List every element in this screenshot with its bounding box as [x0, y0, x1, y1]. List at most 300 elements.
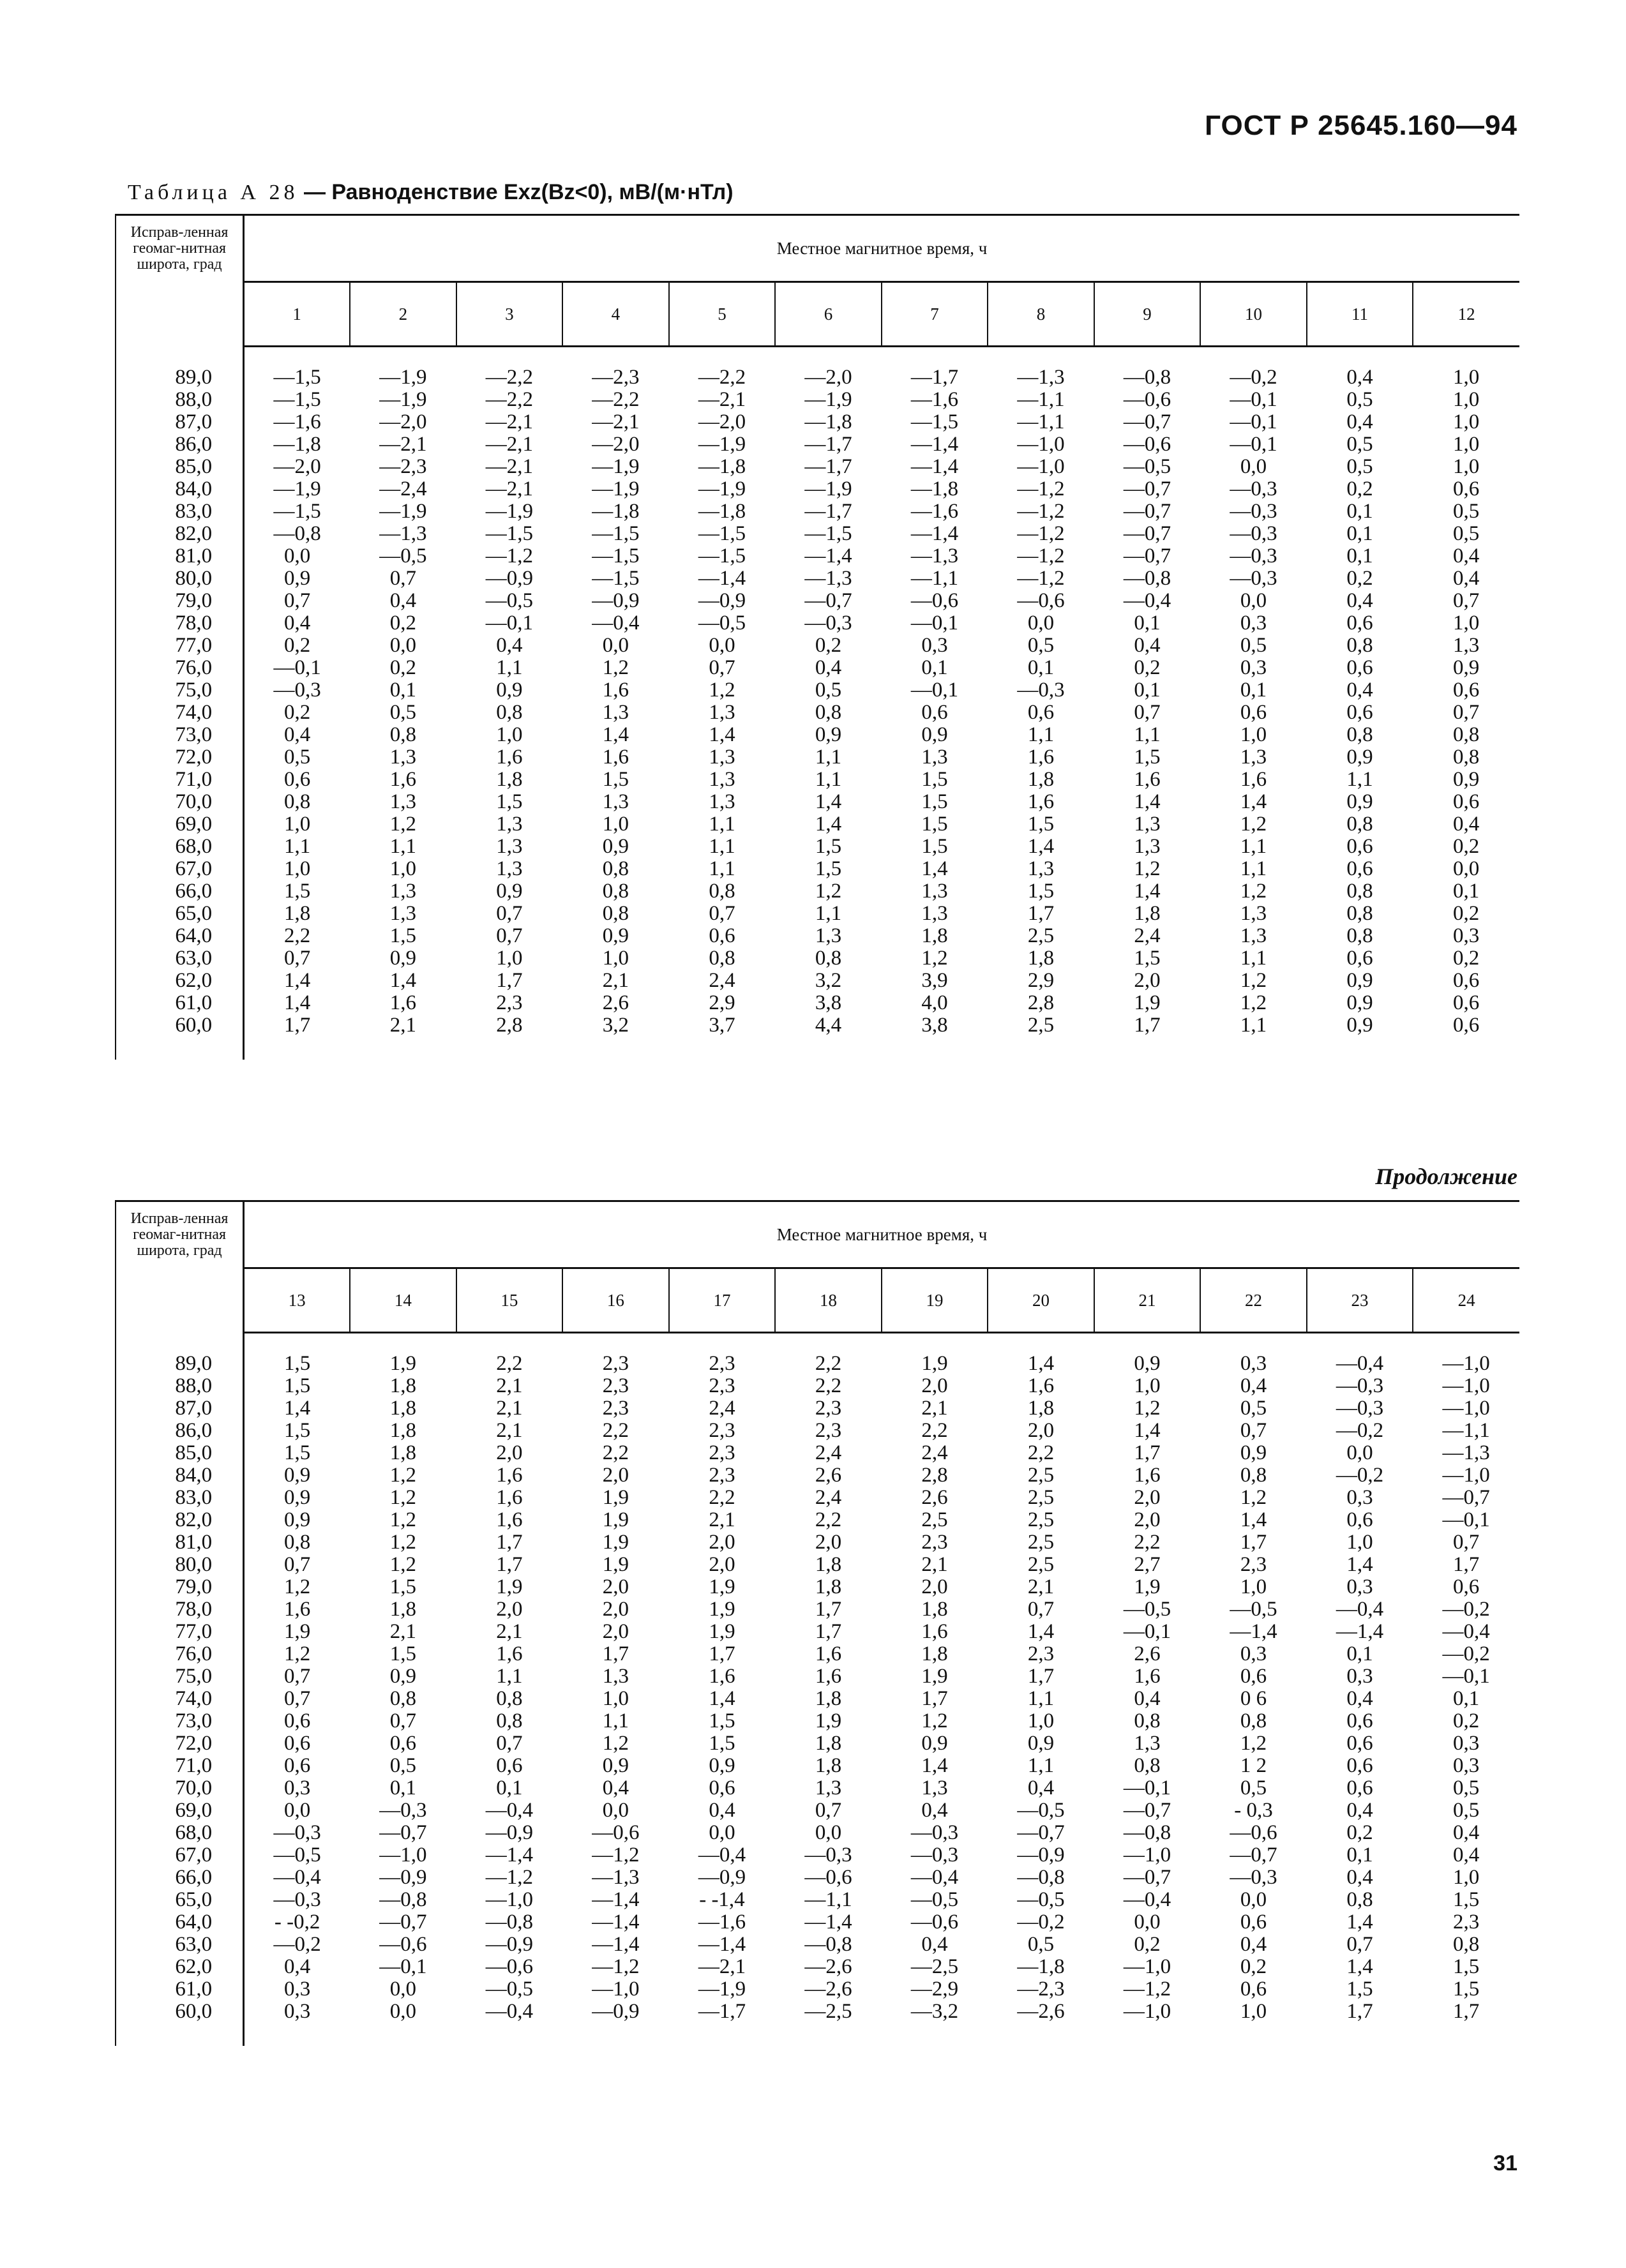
value-cell: 0,1 [921, 656, 948, 679]
value-cell: —2,4 [379, 477, 427, 500]
value-cell: 0,8 [1453, 746, 1480, 769]
value-cell: 1,4 [921, 857, 948, 880]
value-cell: 0,8 [1346, 634, 1373, 657]
value-cell: —1,0 [1442, 1352, 1490, 1375]
value-cell: 0,6 [1240, 1911, 1267, 1934]
value-cell: —1,9 [698, 1978, 746, 2001]
table-row [116, 612, 1519, 635]
value-cell: —1,0 [1442, 1374, 1490, 1397]
hour-header: 17 [669, 1268, 776, 1333]
value-cell: 0,0 [709, 634, 735, 657]
value-cell: —1,4 [485, 1844, 534, 1866]
value-cell: —1,2 [1123, 1978, 1171, 2001]
latitude-cell: 68,0 [116, 1822, 244, 1844]
table-row [116, 1598, 1519, 1621]
value-cell: —2,9 [910, 1978, 959, 2001]
latitude-cell: 88,0 [116, 1375, 244, 1397]
value-cell: 1,6 [1134, 1464, 1161, 1487]
value-cell: —0,7 [1123, 500, 1171, 523]
latitude-cell: 89,0 [116, 366, 244, 389]
value-cell: 0,7 [1453, 589, 1480, 612]
value-cell: 1,1 [1027, 1754, 1055, 1777]
value-cell: 1,9 [815, 1709, 842, 1732]
value-cell: —0,5 [485, 589, 534, 612]
value-cell: 0,3 [1240, 612, 1267, 635]
value-cell: 0,8 [1240, 1464, 1267, 1487]
value-cell: 1,9 [602, 1486, 629, 1509]
value-cell: 1,9 [602, 1553, 629, 1576]
value-cell: 1,9 [709, 1598, 735, 1621]
value-cell: 1,4 [1027, 835, 1055, 858]
value-cell: 2,2 [709, 1486, 735, 1509]
value-cell: —0,3 [1336, 1374, 1384, 1397]
latitude-cell: 66,0 [116, 880, 244, 903]
table-row [116, 2001, 1519, 2023]
value-cell: 2,3 [1240, 1553, 1267, 1576]
value-cell: —0,2 [1442, 1642, 1490, 1665]
value-cell: 1,4 [602, 723, 629, 746]
value-cell: 0,4 [1453, 544, 1480, 567]
value-cell: 3,8 [921, 1014, 948, 1037]
value-cell: —1,9 [379, 366, 427, 389]
value-cell: 2,9 [709, 991, 735, 1014]
value-cell: 0,9 [496, 679, 523, 702]
latitude-cell: 60,0 [116, 2001, 244, 2023]
table-row [116, 836, 1519, 858]
value-cell: —1,7 [804, 455, 852, 478]
value-cell: 2,3 [1027, 1642, 1055, 1665]
value-cell: —0,5 [1123, 1598, 1171, 1621]
value-cell: —1,6 [273, 410, 321, 433]
table-row [116, 769, 1519, 791]
latitude-cell: 78,0 [116, 612, 244, 635]
value-cell: 0,8 [1346, 902, 1373, 925]
value-cell: 1,5 [284, 1374, 311, 1397]
value-cell: —1,5 [273, 500, 321, 523]
value-cell: 1,6 [496, 1486, 523, 1509]
value-cell: 1,9 [1134, 1575, 1161, 1598]
value-cell: —2,6 [804, 1955, 852, 1978]
value-cell: 0,6 [1453, 790, 1480, 813]
value-cell: —0,1 [1123, 1620, 1171, 1643]
value-cell: 0,6 [1346, 656, 1373, 679]
value-cell: 1,6 [284, 1598, 311, 1621]
value-cell: 1,0 [1240, 723, 1267, 746]
value-cell: —0,6 [910, 1911, 959, 1934]
table-row [116, 1531, 1519, 1554]
table-row [116, 1420, 1519, 1442]
hour-header: 14 [350, 1268, 456, 1333]
value-cell: 0,4 [1346, 589, 1373, 612]
value-cell: —1,5 [698, 544, 746, 567]
value-cell: 0,8 [496, 1687, 523, 1710]
value-cell: —0,1 [1442, 1665, 1490, 1688]
value-cell: —1,5 [698, 522, 746, 545]
value-cell: 2,1 [389, 1620, 417, 1643]
value-cell: 1,2 [602, 1732, 629, 1755]
value-cell: 0,7 [496, 924, 523, 947]
value-cell: 0,5 [1027, 1933, 1055, 1956]
value-cell: 0,9 [709, 1754, 735, 1777]
value-cell: 0,8 [1134, 1709, 1161, 1732]
value-cell: 2,0 [496, 1441, 523, 1464]
value-cell: —1,0 [1123, 1844, 1171, 1866]
value-cell: 0,5 [1240, 1397, 1267, 1420]
value-cell: 1,7 [496, 1531, 523, 1554]
value-cell: —1,2 [1017, 544, 1065, 567]
value-cell: 1,6 [1027, 1374, 1055, 1397]
value-cell: 2,4 [709, 969, 735, 992]
value-cell: 0,6 [1453, 991, 1480, 1014]
value-cell: —1,5 [592, 522, 640, 545]
value-cell: 1,9 [602, 1508, 629, 1531]
value-cell: 2,3 [815, 1397, 842, 1420]
value-cell: 0,4 [1346, 366, 1373, 389]
spacer-row [116, 1037, 1519, 1060]
value-cell: —0,6 [485, 1955, 534, 1978]
value-cell: 0,6 [1346, 701, 1373, 724]
value-cell: 2,0 [1134, 969, 1161, 992]
value-cell: —0,9 [485, 567, 534, 590]
value-cell: —0,8 [485, 1911, 534, 1934]
latitude-cell: 77,0 [116, 1621, 244, 1643]
value-cell: 1,1 [284, 835, 311, 858]
value-cell: 0,8 [1134, 1754, 1161, 1777]
value-cell: —1,8 [698, 455, 746, 478]
value-cell: 1,3 [815, 924, 842, 947]
value-cell: 1,8 [921, 1642, 948, 1665]
value-cell: 0,8 [389, 1687, 417, 1710]
value-cell: —1,0 [592, 1978, 640, 2001]
value-cell: 1,1 [496, 1665, 523, 1688]
value-cell: 1,6 [709, 1665, 735, 1688]
value-cell: —1,5 [910, 410, 959, 433]
value-cell: —1,1 [804, 1888, 852, 1911]
value-cell: 1,1 [815, 768, 842, 791]
value-cell: 1,3 [709, 768, 735, 791]
latitude-cell: 82,0 [116, 523, 244, 545]
latitude-cell: 71,0 [116, 1755, 244, 1777]
header-row-hours [116, 1268, 1519, 1333]
value-cell: 0,0 [1134, 1911, 1161, 1934]
value-cell: 2,2 [496, 1352, 523, 1375]
value-cell: —1,4 [910, 433, 959, 456]
value-cell: 2,0 [1134, 1486, 1161, 1509]
value-cell: 0,7 [1027, 1598, 1055, 1621]
value-cell: 1,4 [1346, 1955, 1373, 1978]
table-row [116, 366, 1519, 389]
value-cell: 0,2 [1346, 567, 1373, 590]
latitude-cell: 83,0 [116, 500, 244, 523]
table-row [116, 1777, 1519, 1799]
value-cell: 0,8 [1346, 880, 1373, 903]
value-cell: —0,3 [273, 1888, 321, 1911]
value-cell: —0,7 [1017, 1821, 1065, 1844]
value-cell: 0,8 [1346, 1888, 1373, 1911]
value-cell: 0,8 [815, 701, 842, 724]
value-cell: 1,8 [1027, 947, 1055, 970]
header-row-group [116, 215, 1519, 282]
value-cell: 1,0 [1453, 1866, 1480, 1889]
value-cell: —0,5 [910, 1888, 959, 1911]
value-cell: 1,2 [1240, 991, 1267, 1014]
value-cell: 0,9 [602, 835, 629, 858]
hour-header: 8 [988, 282, 1094, 347]
value-cell: —0,6 [804, 1866, 852, 1889]
value-cell: 0,8 [602, 857, 629, 880]
table-row [116, 791, 1519, 813]
value-cell: 1,6 [1134, 1665, 1161, 1688]
table-row [116, 433, 1519, 456]
value-cell: —2,1 [592, 410, 640, 433]
value-cell: —1,8 [592, 500, 640, 523]
hour-header: 13 [244, 1268, 350, 1333]
value-cell: 0,1 [1027, 656, 1055, 679]
value-cell: 1,3 [709, 790, 735, 813]
value-cell: 0,7 [709, 656, 735, 679]
value-cell: —0,3 [910, 1844, 959, 1866]
value-cell: —1,3 [910, 544, 959, 567]
hour-header: 2 [350, 282, 456, 347]
latitude-cell: 79,0 [116, 1576, 244, 1598]
value-cell: 0,8 [1346, 924, 1373, 947]
table-row [116, 702, 1519, 724]
value-cell: 1,3 [921, 1776, 948, 1799]
value-cell: 1,2 [389, 1486, 417, 1509]
table-row [116, 1397, 1519, 1420]
table-number: Таблица А 28 [128, 181, 299, 204]
value-cell: —1,4 [910, 522, 959, 545]
value-cell: 2,2 [1027, 1441, 1055, 1464]
value-cell: 0,0 [1240, 589, 1267, 612]
value-cell: —1,8 [1017, 1955, 1065, 1978]
hour-header: 6 [775, 282, 882, 347]
value-cell: 0,5 [1027, 634, 1055, 657]
value-cell: 0,1 [1453, 880, 1480, 903]
value-cell: —0,3 [1230, 522, 1277, 545]
value-cell: 1,8 [815, 1575, 842, 1598]
value-cell: —0,1 [379, 1955, 427, 1978]
value-cell: —0,2 [1230, 366, 1277, 389]
value-cell: 1,5 [921, 768, 948, 791]
value-cell: 0,0 [1240, 1888, 1267, 1911]
latitude-cell: 73,0 [116, 724, 244, 746]
value-cell: —1,5 [273, 366, 321, 389]
latitude-cell: 75,0 [116, 1665, 244, 1688]
value-cell: 2,0 [602, 1575, 629, 1598]
value-cell: —0,6 [1230, 1821, 1277, 1844]
value-cell: —0,7 [1123, 410, 1171, 433]
value-cell: 1,8 [921, 924, 948, 947]
value-cell: 3,9 [921, 969, 948, 992]
value-cell: 1,5 [1453, 1978, 1480, 2001]
value-cell: 1,9 [921, 1352, 948, 1375]
value-cell: 0,1 [496, 1776, 523, 1799]
value-cell: —0,9 [1017, 1844, 1065, 1866]
latitude-cell: 65,0 [116, 1889, 244, 1911]
value-cell: 1,0 [284, 813, 311, 836]
value-cell: —0,5 [1017, 1888, 1065, 1911]
value-cell: 0,9 [284, 567, 311, 590]
value-cell: 1,5 [389, 1642, 417, 1665]
latitude-cell: 77,0 [116, 635, 244, 657]
value-cell: 1,1 [709, 857, 735, 880]
value-cell: 1,1 [1134, 723, 1161, 746]
value-cell: —2,2 [592, 388, 640, 411]
table-row [116, 1643, 1519, 1665]
value-cell: —0,2 [273, 1933, 321, 1956]
value-cell: 0,9 [496, 880, 523, 903]
value-cell: 1,1 [709, 813, 735, 836]
value-cell: 1,7 [709, 1642, 735, 1665]
value-cell: 0,4 [815, 656, 842, 679]
value-cell: 1,1 [815, 902, 842, 925]
value-cell: 1,0 [1453, 366, 1480, 389]
value-cell: 1,4 [921, 1754, 948, 1777]
spacer-row [116, 2023, 1519, 2046]
value-cell: 0,6 [1346, 857, 1373, 880]
value-cell: 1,8 [1134, 902, 1161, 925]
spacer-cell [116, 347, 244, 367]
value-cell: 1,3 [1027, 857, 1055, 880]
value-cell: 2,5 [1027, 1553, 1055, 1576]
value-cell: 0,7 [1346, 1933, 1373, 1956]
spacer-cell [244, 1037, 1519, 1060]
value-cell: 1,7 [1027, 1665, 1055, 1688]
value-cell: —1,7 [910, 366, 959, 389]
value-cell: 0,8 [284, 1531, 311, 1554]
value-cell: 1,5 [1453, 1955, 1480, 1978]
value-cell: —2,3 [592, 366, 640, 389]
value-cell: 2,3 [709, 1419, 735, 1442]
value-cell: —1,5 [592, 567, 640, 590]
latitude-cell: 84,0 [116, 1464, 244, 1487]
value-cell: 1,6 [389, 991, 417, 1014]
value-cell: 1,0 [1453, 410, 1480, 433]
value-cell: —0,5 [1230, 1598, 1277, 1621]
value-cell: —0,6 [1017, 589, 1065, 612]
value-cell: 1,1 [496, 656, 523, 679]
value-cell: 1,1 [1027, 1687, 1055, 1710]
value-cell: 0,4 [1240, 1933, 1267, 1956]
value-cell: —1,4 [698, 1933, 746, 1956]
value-cell: 0,8 [284, 790, 311, 813]
value-cell: 0,5 [815, 679, 842, 702]
value-cell: —0,8 [1017, 1866, 1065, 1889]
value-cell: —1,2 [592, 1844, 640, 1866]
value-cell: 0,5 [1453, 500, 1480, 523]
value-cell: —1,9 [804, 388, 852, 411]
value-cell: 1,6 [1027, 790, 1055, 813]
table-row [116, 813, 1519, 836]
value-cell: 1,5 [1027, 880, 1055, 903]
value-cell: 2,1 [496, 1419, 523, 1442]
value-cell: 1,0 [602, 813, 629, 836]
page-number: 31 [1493, 2151, 1517, 2175]
value-cell: 1,4 [284, 991, 311, 1014]
latitude-cell: 81,0 [116, 1531, 244, 1554]
value-cell: 0,5 [389, 701, 417, 724]
value-cell: 0,8 [496, 1709, 523, 1732]
table-row [116, 1889, 1519, 1911]
value-cell: 1,5 [1027, 813, 1055, 836]
value-cell: 1,1 [709, 835, 735, 858]
latitude-cell: 85,0 [116, 456, 244, 478]
value-cell: 0,3 [1453, 924, 1480, 947]
value-cell: 0,4 [389, 589, 417, 612]
value-cell: 1,4 [815, 813, 842, 836]
value-cell: 0,9 [815, 723, 842, 746]
value-cell: 1,5 [709, 1709, 735, 1732]
value-cell: —1,9 [698, 477, 746, 500]
latitude-cell: 65,0 [116, 903, 244, 925]
value-cell: 0,1 [1346, 1844, 1373, 1866]
value-cell: 0,8 [1346, 813, 1373, 836]
value-cell: 2,5 [1027, 1014, 1055, 1037]
value-cell: —0,4 [1442, 1620, 1490, 1643]
value-cell: 0,5 [1240, 634, 1267, 657]
value-cell: —0,4 [485, 1799, 534, 1822]
value-cell: 1,8 [815, 1732, 842, 1755]
table-row [116, 1014, 1519, 1037]
value-cell: 0,6 [1346, 1754, 1373, 1777]
table-row [116, 1978, 1519, 2001]
latitude-cell: 76,0 [116, 1643, 244, 1665]
value-cell: 1,8 [496, 768, 523, 791]
value-cell: 1,3 [1134, 835, 1161, 858]
value-cell: 0,7 [284, 1687, 311, 1710]
value-cell: —0,2 [1442, 1598, 1490, 1621]
value-cell: —0,7 [1123, 477, 1171, 500]
table-row [116, 1353, 1519, 1375]
value-cell: 1,8 [815, 1553, 842, 1576]
value-cell: 1,4 [1346, 1553, 1373, 1576]
value-cell: 1,2 [1240, 880, 1267, 903]
value-cell: 2,4 [815, 1486, 842, 1509]
value-cell: —1,6 [698, 1911, 746, 1934]
value-cell: 1,5 [284, 880, 311, 903]
value-cell: 1,2 [602, 656, 629, 679]
latitude-cell: 80,0 [116, 567, 244, 590]
value-cell: 2,8 [496, 1014, 523, 1037]
value-cell: —2,2 [698, 366, 746, 389]
value-cell: 1,2 [921, 947, 948, 970]
value-cell: 1,6 [815, 1665, 842, 1688]
value-cell: 2,1 [921, 1553, 948, 1576]
value-cell: —0,8 [1123, 366, 1171, 389]
value-cell: 3,2 [602, 1014, 629, 1037]
value-cell: 1,2 [389, 1553, 417, 1576]
value-cell: 0,2 [1134, 656, 1161, 679]
table-row [116, 970, 1519, 992]
value-cell: 1,3 [921, 902, 948, 925]
value-cell: 0,7 [709, 902, 735, 925]
latitude-cell: 80,0 [116, 1554, 244, 1576]
value-cell: —3,2 [910, 2000, 959, 2023]
table-row [116, 1732, 1519, 1755]
value-cell: 2,2 [284, 924, 311, 947]
value-cell: 1,2 [284, 1575, 311, 1598]
value-cell: 1,6 [1134, 768, 1161, 791]
value-cell: 0,5 [284, 746, 311, 769]
table-row [116, 880, 1519, 903]
value-cell: 2,4 [709, 1397, 735, 1420]
value-cell: 3,2 [815, 969, 842, 992]
value-cell: —1,6 [910, 500, 959, 523]
value-cell: —0,5 [698, 612, 746, 635]
value-cell: 2,0 [1134, 1508, 1161, 1531]
value-cell: 1,3 [389, 746, 417, 769]
